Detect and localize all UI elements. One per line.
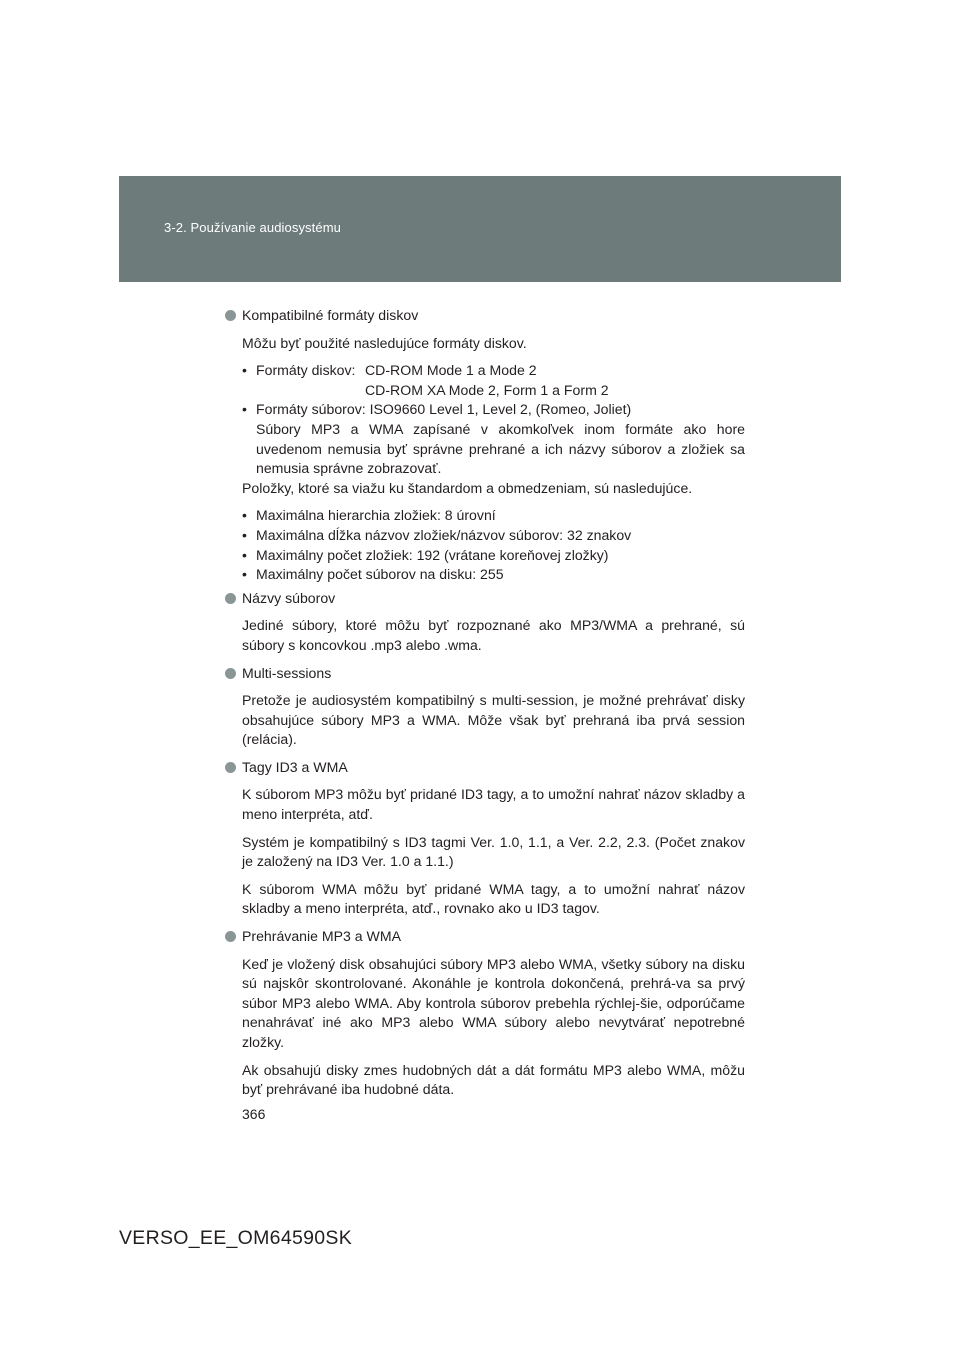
heading-text: Multi-sessions xyxy=(242,664,332,681)
format-list xyxy=(242,361,745,479)
paragraph: Keď je vložený disk obsahujúci súbory MP3 alebo WMA, všetky súbory na disku sú najskôr skontrolované. Akonáhle je kontrola dokončená, prehrá-va sa prvý súbor MP3 alebo WMA. Aby kontrola súborov prebehla rýchlej-šie, odporúčame nenahrávať iné ako MP3 alebo WMA súbory alebo nevytvárať nepotrebné zložky. xyxy=(242,955,745,1050)
paragraph: Pretože je audiosystém kompatibilný s multi-session, je možné prehrávať disky obsahujúce súbory MP3 a WMA. Môže však byť prehraná iba prvá session (relácia). xyxy=(242,692,745,748)
list-item: • Maximálny počet zložiek: 192 (vrátane koreňovej zložky) xyxy=(242,546,745,566)
paragraph: Ak obsahujú disky zmes hudobných dát a dát formátu MP3 alebo WMA, môžu byť prehrávané iba hudobné dáta. xyxy=(242,1061,745,1098)
format-value: ISO9660 Level 1, Level 2, (Romeo, Joliet) xyxy=(369,401,632,418)
bullet-circle-icon xyxy=(225,668,236,679)
format-value: CD-ROM XA Mode 2, Form 1 a Form 2 xyxy=(365,381,609,398)
document-code: VERSO_EE_OM64590SK xyxy=(119,1227,353,1249)
page-number: 366 xyxy=(242,1106,266,1122)
format-row xyxy=(256,361,745,381)
page-content xyxy=(225,306,745,1100)
paragraph: Jediné súbory, ktoré môžu byť rozpoznané ako MP3/WMA a prehrané, sú súbory s koncovkou .mp3 alebo .wma. xyxy=(242,617,745,653)
paragraph: K súborom MP3 môžu byť pridané ID3 tagy, a to umožní nahrať názov skladby a meno interpréta, atď. xyxy=(242,786,745,823)
paragraph: Položky, ktoré sa viažu ku štandardom a obmedzeniam, sú nasledujúce. xyxy=(242,479,693,496)
paragraph: K súborom WMA môžu byť pridané WMA tagy, a to umožní nahrať názov skladby a meno interpréta, atď., rovnako ako u ID3 tagov. xyxy=(242,880,745,917)
format-note: Súbory MP3 a WMA zapísané v akomkoľvek inom formáte ako hore uvedenom nemusia byť správne prehrané a ich názvy súborov a zložiek sa nemusia správne zobrazovať. xyxy=(256,420,745,477)
heading-text: Tagy ID3 a WMA xyxy=(242,758,348,775)
paragraph: Systém je kompatibilný s ID3 tagmi Ver. 1.0, 1.1, a Ver. 2.2, 2.3. (Počet znakov je založený na ID3 Ver. 1.0 a 1.1.) xyxy=(242,833,745,870)
format-value: CD-ROM Mode 1 a Mode 2 xyxy=(365,362,537,379)
heading-text: Prehrávanie MP3 a WMA xyxy=(242,928,402,945)
bullet-circle-icon xyxy=(225,931,236,942)
section-heading xyxy=(225,664,745,684)
list-item: • Maximálna dĺžka názvov zložiek/názvov súborov: 32 znakov xyxy=(242,526,745,546)
format-label: • Formáty diskov: xyxy=(256,362,356,379)
list-item: • Maximálny počet súborov na disku: 255 xyxy=(242,565,745,585)
heading-text: Kompatibilné formáty diskov xyxy=(242,307,419,323)
list-item xyxy=(242,361,745,400)
bullet-circle-icon xyxy=(225,310,236,321)
heading-text: Názvy súborov xyxy=(242,589,336,606)
paragraph: Môžu byť použité nasledujúce formáty diskov. xyxy=(242,334,527,351)
limits-list xyxy=(242,506,745,584)
format-row xyxy=(256,381,745,401)
section-title: 3-2. Používanie audiosystému xyxy=(164,220,341,235)
list-item xyxy=(242,400,745,478)
section-header-band xyxy=(119,176,841,282)
format-label: Formáty súborov: xyxy=(256,401,366,418)
bullet-circle-icon xyxy=(225,762,236,773)
section-heading xyxy=(225,927,745,947)
section-heading xyxy=(225,589,745,609)
section-heading xyxy=(225,306,745,326)
bullet-circle-icon xyxy=(225,593,236,604)
section-heading xyxy=(225,758,745,778)
list-item: • Maximálna hierarchia zložiek: 8 úrovní xyxy=(242,506,745,526)
